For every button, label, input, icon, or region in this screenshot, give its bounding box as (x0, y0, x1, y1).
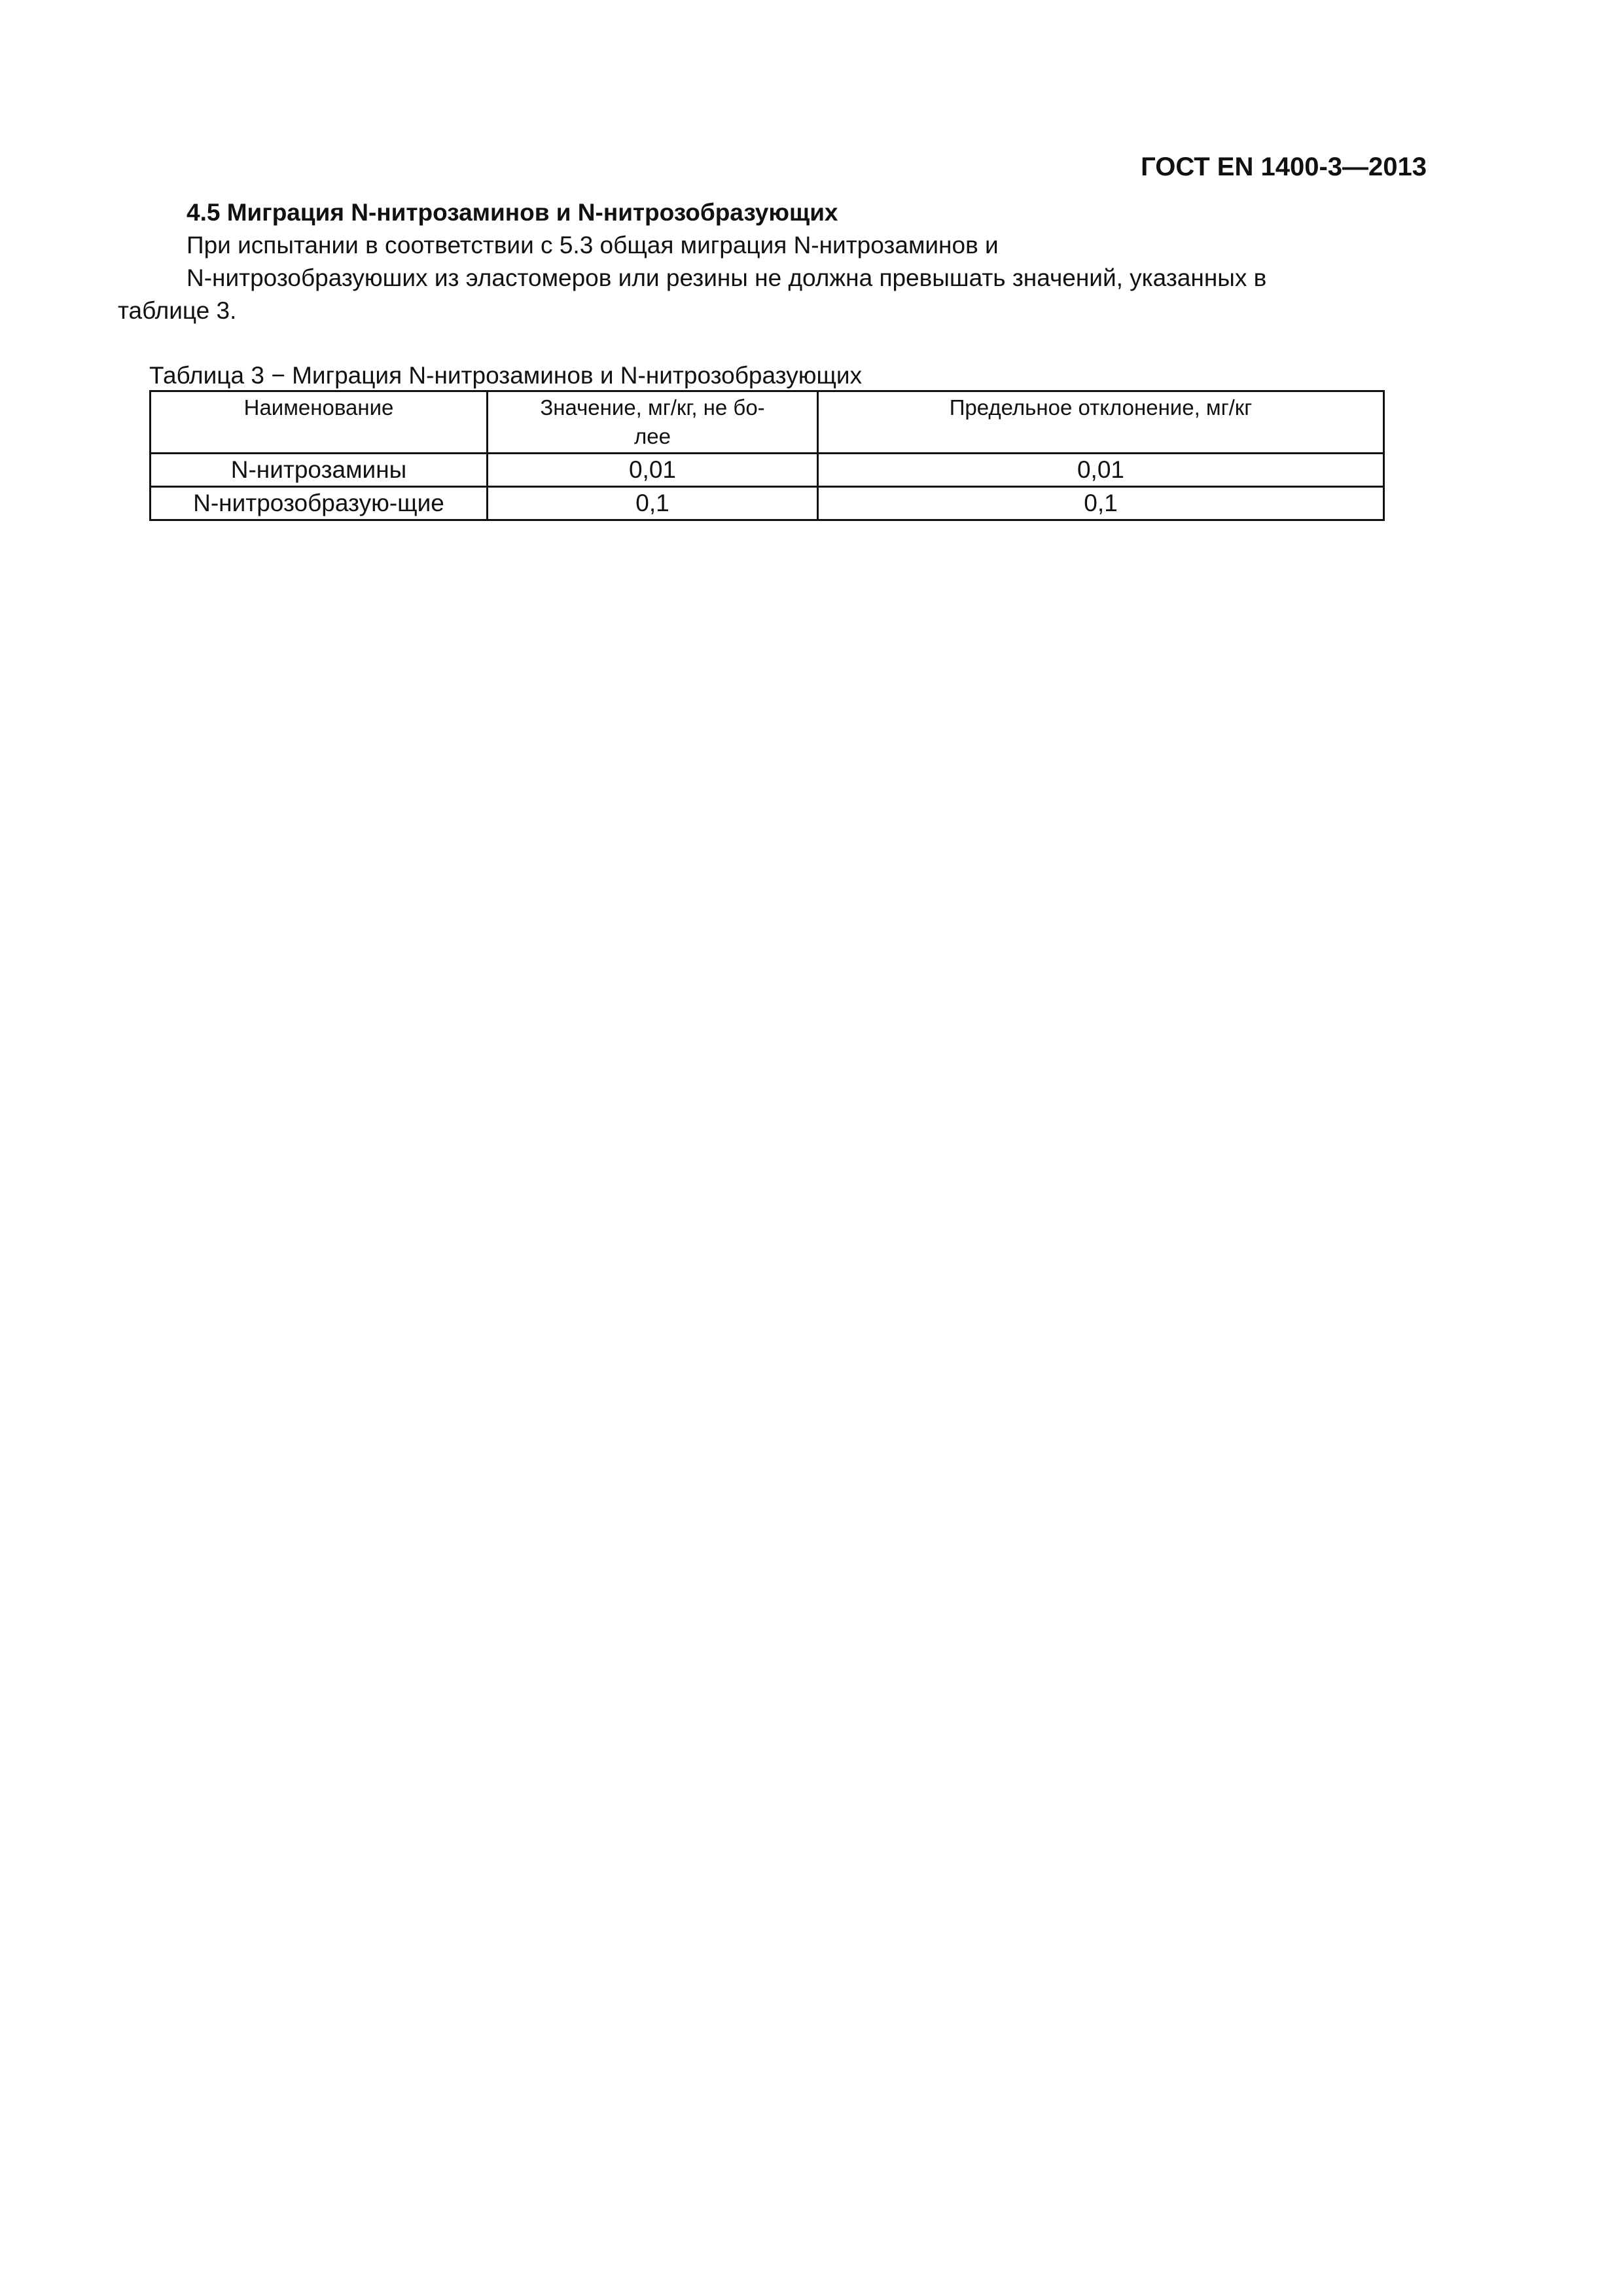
cell-value: 0,1 (488, 487, 818, 520)
heading-4-5: 4.5 Миграция N-нитрозаминов и N-нитрозобразующих (187, 199, 838, 226)
table-header-row (151, 391, 1384, 454)
table-3 (149, 390, 1385, 521)
cell-name: N-нитрозобразую-щие (151, 487, 488, 520)
col-header-deviation: Предельное отклонение, мг/кг (818, 391, 1384, 454)
table-row (151, 454, 1384, 487)
section-4-5 (118, 196, 1427, 327)
cell-deviation: 0,01 (818, 454, 1384, 487)
table-3-caption: Таблица 3 − Миграция N-нитрозаминов и N-нитрозобразующих (149, 362, 863, 389)
s45-line-3: таблице 3. (118, 297, 237, 324)
cell-deviation: 0,1 (818, 487, 1384, 520)
col-header-value: Значение, мг/кг, не бо- лее (488, 391, 818, 454)
col-header-name: Наименование (151, 391, 488, 454)
cell-name: N-нитрозамины (151, 454, 488, 487)
s45-line-2: N-нитрозобразуюших из эластомеров или резины не должна превышать значений, указанных в (187, 264, 1267, 291)
cell-value: 0,01 (488, 454, 818, 487)
table-row (151, 487, 1384, 520)
document-header: ГОСТ EN 1400-3—2013 (1141, 152, 1427, 181)
s45-line-1: При испытании в соответствии с 5.3 общая миграция N-нитрозаминов и (187, 232, 999, 259)
